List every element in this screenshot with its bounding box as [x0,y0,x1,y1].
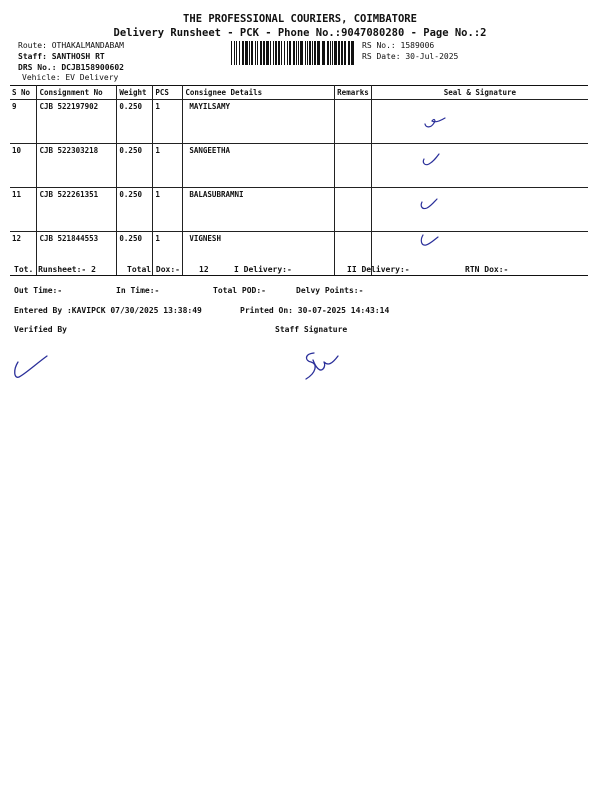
barcode [230,41,356,65]
table-row [10,144,588,188]
cell-pcs: 1 [153,232,183,276]
tot-runsheet: Tot. Runsheet:- 2 [14,265,96,274]
header-consignee: Consignee Details [183,86,335,100]
table-header-row [10,86,588,100]
rs-number: RS No.: 1589006 [362,41,435,50]
cell-remarks [335,100,372,144]
route: Route: OTHAKALMANDABAM [18,41,124,50]
cell-pcs: 1 [153,144,183,188]
drs-number: DRS No.: DCJB158900602 [18,63,124,72]
cell-signature [371,100,588,144]
signature-tick-mark [422,115,448,131]
cell-weight: 0.250 [117,144,153,188]
rtn-dox: RTN Dox:- [465,265,509,274]
verified-by-label: Verified By [14,325,67,334]
rs-date: RS Date: 30-Jul-2025 [362,52,459,61]
cell-remarks [335,188,372,232]
total-dox-label: Total Dox:- [127,265,180,274]
staff-signature [298,348,344,384]
vehicle: Vehicle: EV Delivery [22,73,119,82]
header-seal-signature: Seal & Signature [371,86,588,100]
verified-by-signature [10,352,54,382]
header-weight: Weight [117,86,153,100]
total-pod: Total POD:- [213,286,266,295]
i-delivery: I Delivery:- [234,265,292,274]
cell-weight: 0.250 [117,232,153,276]
table-row [10,100,588,144]
cell-pcs: 1 [153,188,183,232]
cell-weight: 0.250 [117,100,153,144]
header-remarks: Remarks [335,86,372,100]
cell-consignee: MAYILSAMY [183,100,335,144]
cell-consignee: BALASUBRAMNI [183,188,335,232]
out-time: Out Time:- [14,286,63,295]
runsheet-title: Delivery Runsheet - PCK - Phone No.:9047080280 - Page No.:2 [113,27,487,39]
entered-by: Entered By :KAVIPCK 07/30/2025 13:38:49 [14,306,202,315]
cell-sno: 9 [10,100,37,144]
cell-consignment: CJB 522303218 [37,144,117,188]
cell-sno: 10 [10,144,37,188]
header-sno: S No [10,86,37,100]
delvy-points: Delvy Points:- [296,286,364,295]
cell-consignee: SANGEETHA [183,144,335,188]
runsheet-table [10,85,588,276]
cell-sno: 11 [10,188,37,232]
in-time: In Time:- [116,286,160,295]
header-pcs: PCS [153,86,183,100]
company-title: THE PROFESSIONAL COURIERS, COIMBATORE [183,13,417,25]
table-row [10,188,588,232]
cell-consignee: VIGNESH [183,232,335,276]
cell-consignment: CJB 522197902 [37,100,117,144]
printed-on: Printed On: 30-07-2025 14:43:14 [240,306,390,315]
staff-signature-label: Staff Signature [275,325,348,334]
staff: Staff: SANTHOSH RT [18,52,105,61]
total-dox-value: 12 [199,265,209,274]
ii-delivery: II Delivery:- [347,265,410,274]
cell-sno: 12 [10,232,37,276]
signature-tick-mark [418,196,440,212]
signature-tick-mark [418,232,442,250]
cell-weight: 0.250 [117,188,153,232]
cell-signature [371,144,588,188]
cell-consignment: CJB 522261351 [37,188,117,232]
signature-tick-mark [420,152,442,168]
cell-signature [371,188,588,232]
cell-remarks [335,144,372,188]
cell-consignment: CJB 521844553 [37,232,117,276]
header-consignment: Consignment No [37,86,117,100]
cell-pcs: 1 [153,100,183,144]
